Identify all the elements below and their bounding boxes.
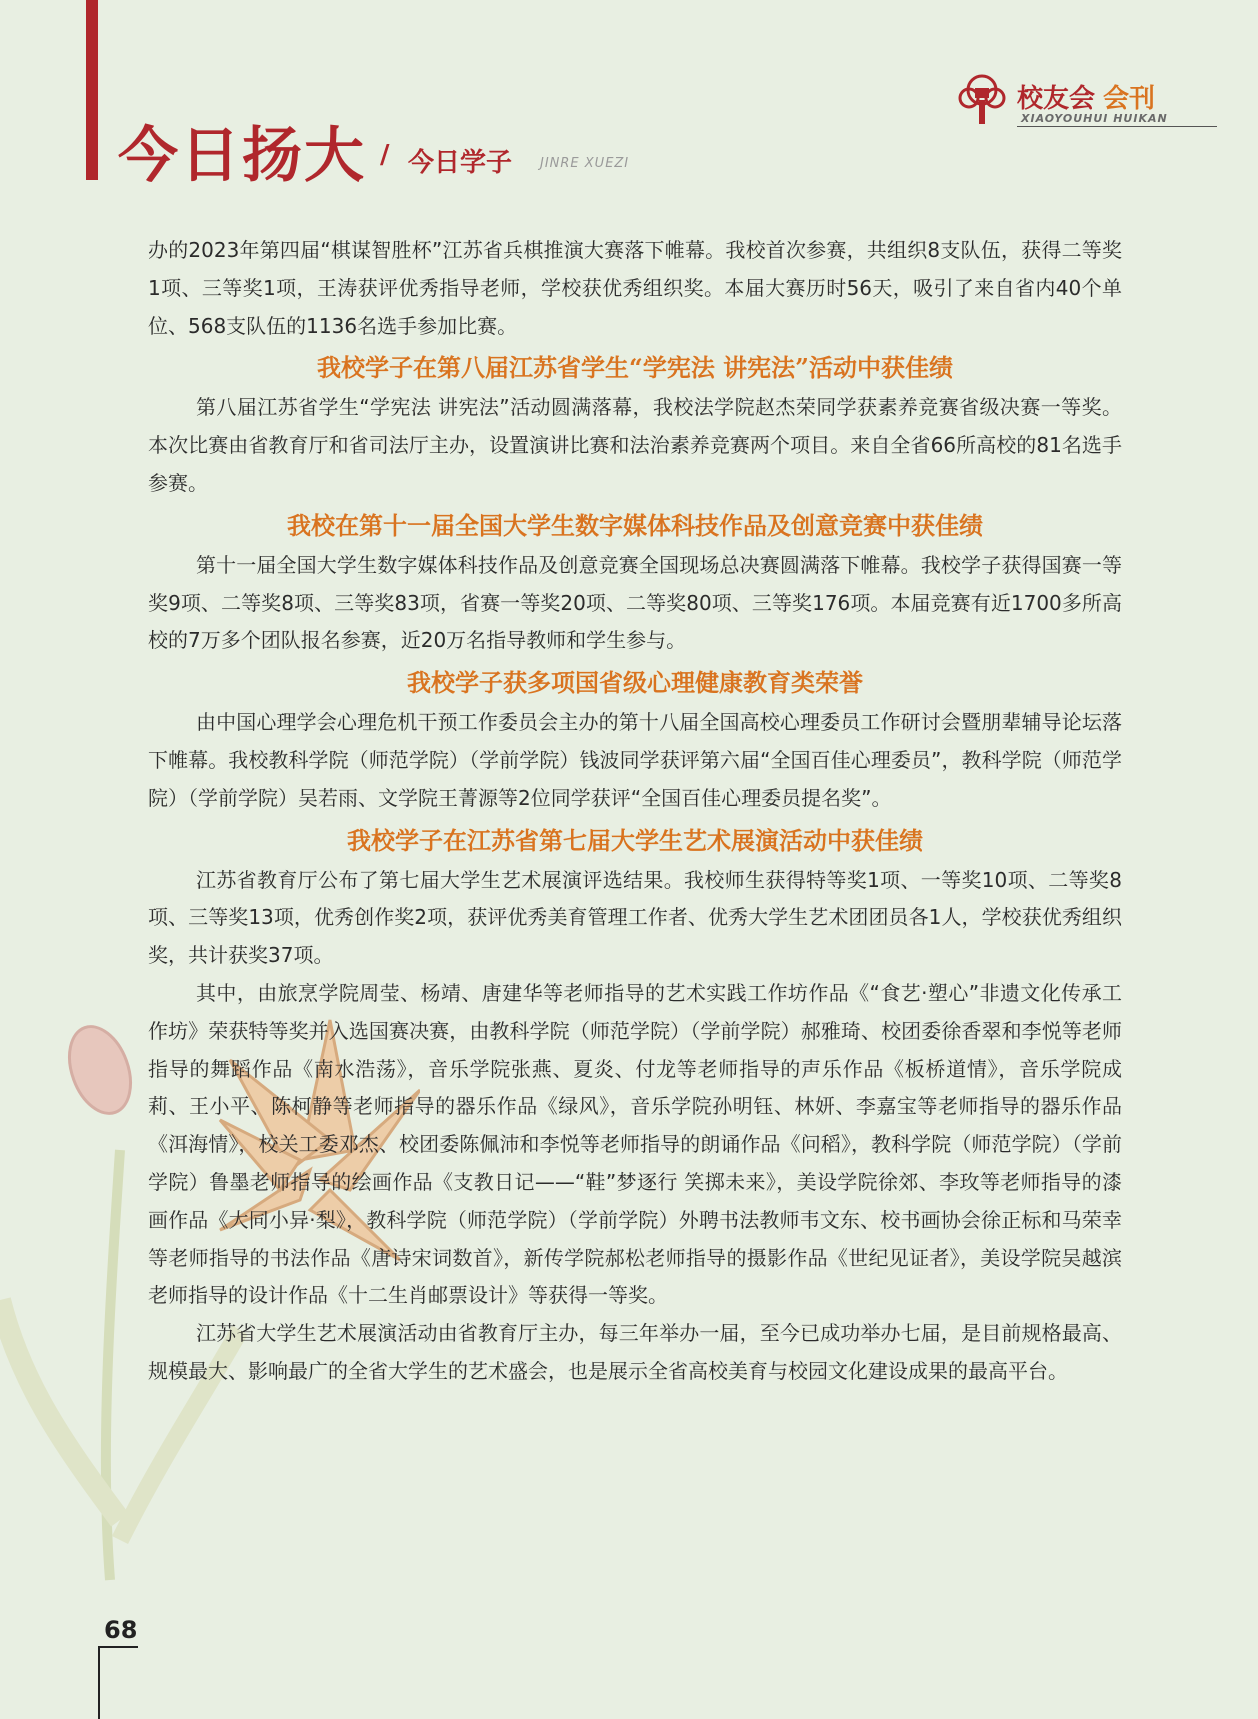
intro-paragraph: 办的2023年第四届“棋谋智胜杯”江苏省兵棋推演大赛落下帷幕。我校首次参赛，共组织8支队伍，获得二等奖1项、三等奖1项，王涛获评优秀指导老师，学校获优秀组织奖。本届大赛历时56天，吸引了来自省内40个单位、568支队伍的1136名选手参加比赛。 [148,238,1122,338]
section-title: 今日学子 [408,148,513,178]
section-pinyin: JINRE XUEZI [540,156,630,171]
section-heading: 我校学子在第八届江苏省学生“学宪法 讲宪法”活动中获佳绩 [317,353,953,383]
article-body [148,232,1122,1391]
logo-title [1017,78,1155,115]
section-paragraph: 第八届江苏省学生“学宪法 讲宪法”活动圆满落幕，我校法学院赵杰荣同学获素养竞赛省级决赛一等奖。本次比赛由省教育厅和省司法厅主办，设置演讲比赛和法治素养竞赛两个项目。来自全省66所高校的81名选手参赛。 [148,395,1122,495]
masthead-title: 今日扬大 [118,121,366,191]
logo-subtitle: XIAOYOUHUI HUIKAN [1021,112,1168,125]
logo-title-accent: 会刊 [1103,84,1156,114]
section-paragraph: 江苏省教育厅公布了第七届大学生艺术展演评选结果。我校师生获得特等奖1项、一等奖10项、二等奖8项、三等奖13项，优秀创作奖2项，获评优秀美育管理工作者、优秀大学生艺术团团员各1人，学校获优秀组织奖，共计获奖37项。 [148,867,1122,968]
alumni-tree-logo-icon [955,72,1009,128]
section-heading: 我校学子在江苏省第七届大学生艺术展演活动中获佳绩 [347,825,923,855]
section-paragraph: 第十一届全国大学生数字媒体科技作品及创意竞赛全国现场总决赛圆满落下帷幕。我校学子获得国赛一等奖9项、二等奖8项、三等奖83项，省赛一等奖20项、二等奖80项、三等奖176项。本届竞赛有近1700多所高校的7万多个团队报名参赛，近20万名指导教师和学生参与。 [148,552,1122,653]
logo-title-main: 校友会 [1017,84,1096,114]
logo-rule [1017,126,1217,127]
page-corner-rule [98,1646,138,1648]
section-paragraph: 江苏省大学生艺术展演活动由省教育厅主办，每三年举办一届，至今已成功举办七届，是目前规格最高、规模最大、影响最广的全省大学生的艺术盛会，也是展示全省高校美育与校园文化建设成果的最高平台。 [148,1321,1122,1383]
page-corner-rule [98,1648,100,1719]
section-paragraph: 由中国心理学会心理危机干预工作委员会主办的第十八届全国高校心理委员工作研讨会暨朋辈辅导论坛落下帷幕。我校教科学院（师范学院）（学前学院）钱波同学获评第六届“全国百佳心理委员”，教科学院（师范学院）（学前学院）吴若雨、文学院王菁源等2位同学获评“全国百佳心理委员提名奖”。 [148,710,1122,810]
header-separator: / [380,140,390,170]
section-paragraph: 其中，由旅烹学院周莹、杨靖、唐建华等老师指导的艺术实践工作坊作品《“食艺·塑心”非遗文化传承工作坊》荣获特等奖并入选国赛决赛，由教科学院（师范学院）（学前学院）郝雅琦、校团委徐香翠和李悦等老师指导的舞蹈作品《南水浩荡》，音乐学院张燕、夏炎、付龙等老师指导的声乐作品《板桥道情》，音乐学院成莉、王小平、陈柯静等老师指导的器乐作品《绿风》，音乐学院孙明钰、林妍、李嘉宝等老师指导的器乐作品《洱海情》，校关工委邓杰、校团委陈佩沛和李悦等老师指导的朗诵作品《问稻》，教科学院（师范学院）（学前学院）鲁墨老师指导的绘画作品《支教日记——“鞋”梦逐行 笑掷未来》，美设学院徐郊、李玫等老师指导的漆画作品《大同小异·梨》，教科学院（师范学院）（学前学院）外聘书法教师韦文东、校书画协会徐正标和马荣幸等老师指导的书法作品《唐诗宋词数首》，新传学院郝松老师指导的摄影作品《世纪见证者》，美设学院吴越滨老师指导的设计作品《十二生肖邮票设计》等获得一等奖。 [148,980,1122,1308]
section-heading: 我校在第十一届全国大学生数字媒体科技作品及创意竞赛中获佳绩 [287,510,983,540]
section-heading: 我校学子获多项国省级心理健康教育类荣誉 [407,668,863,698]
journal-logo [955,72,1255,132]
page-number: 68 [104,1616,138,1644]
header-accent-bar [86,0,98,180]
